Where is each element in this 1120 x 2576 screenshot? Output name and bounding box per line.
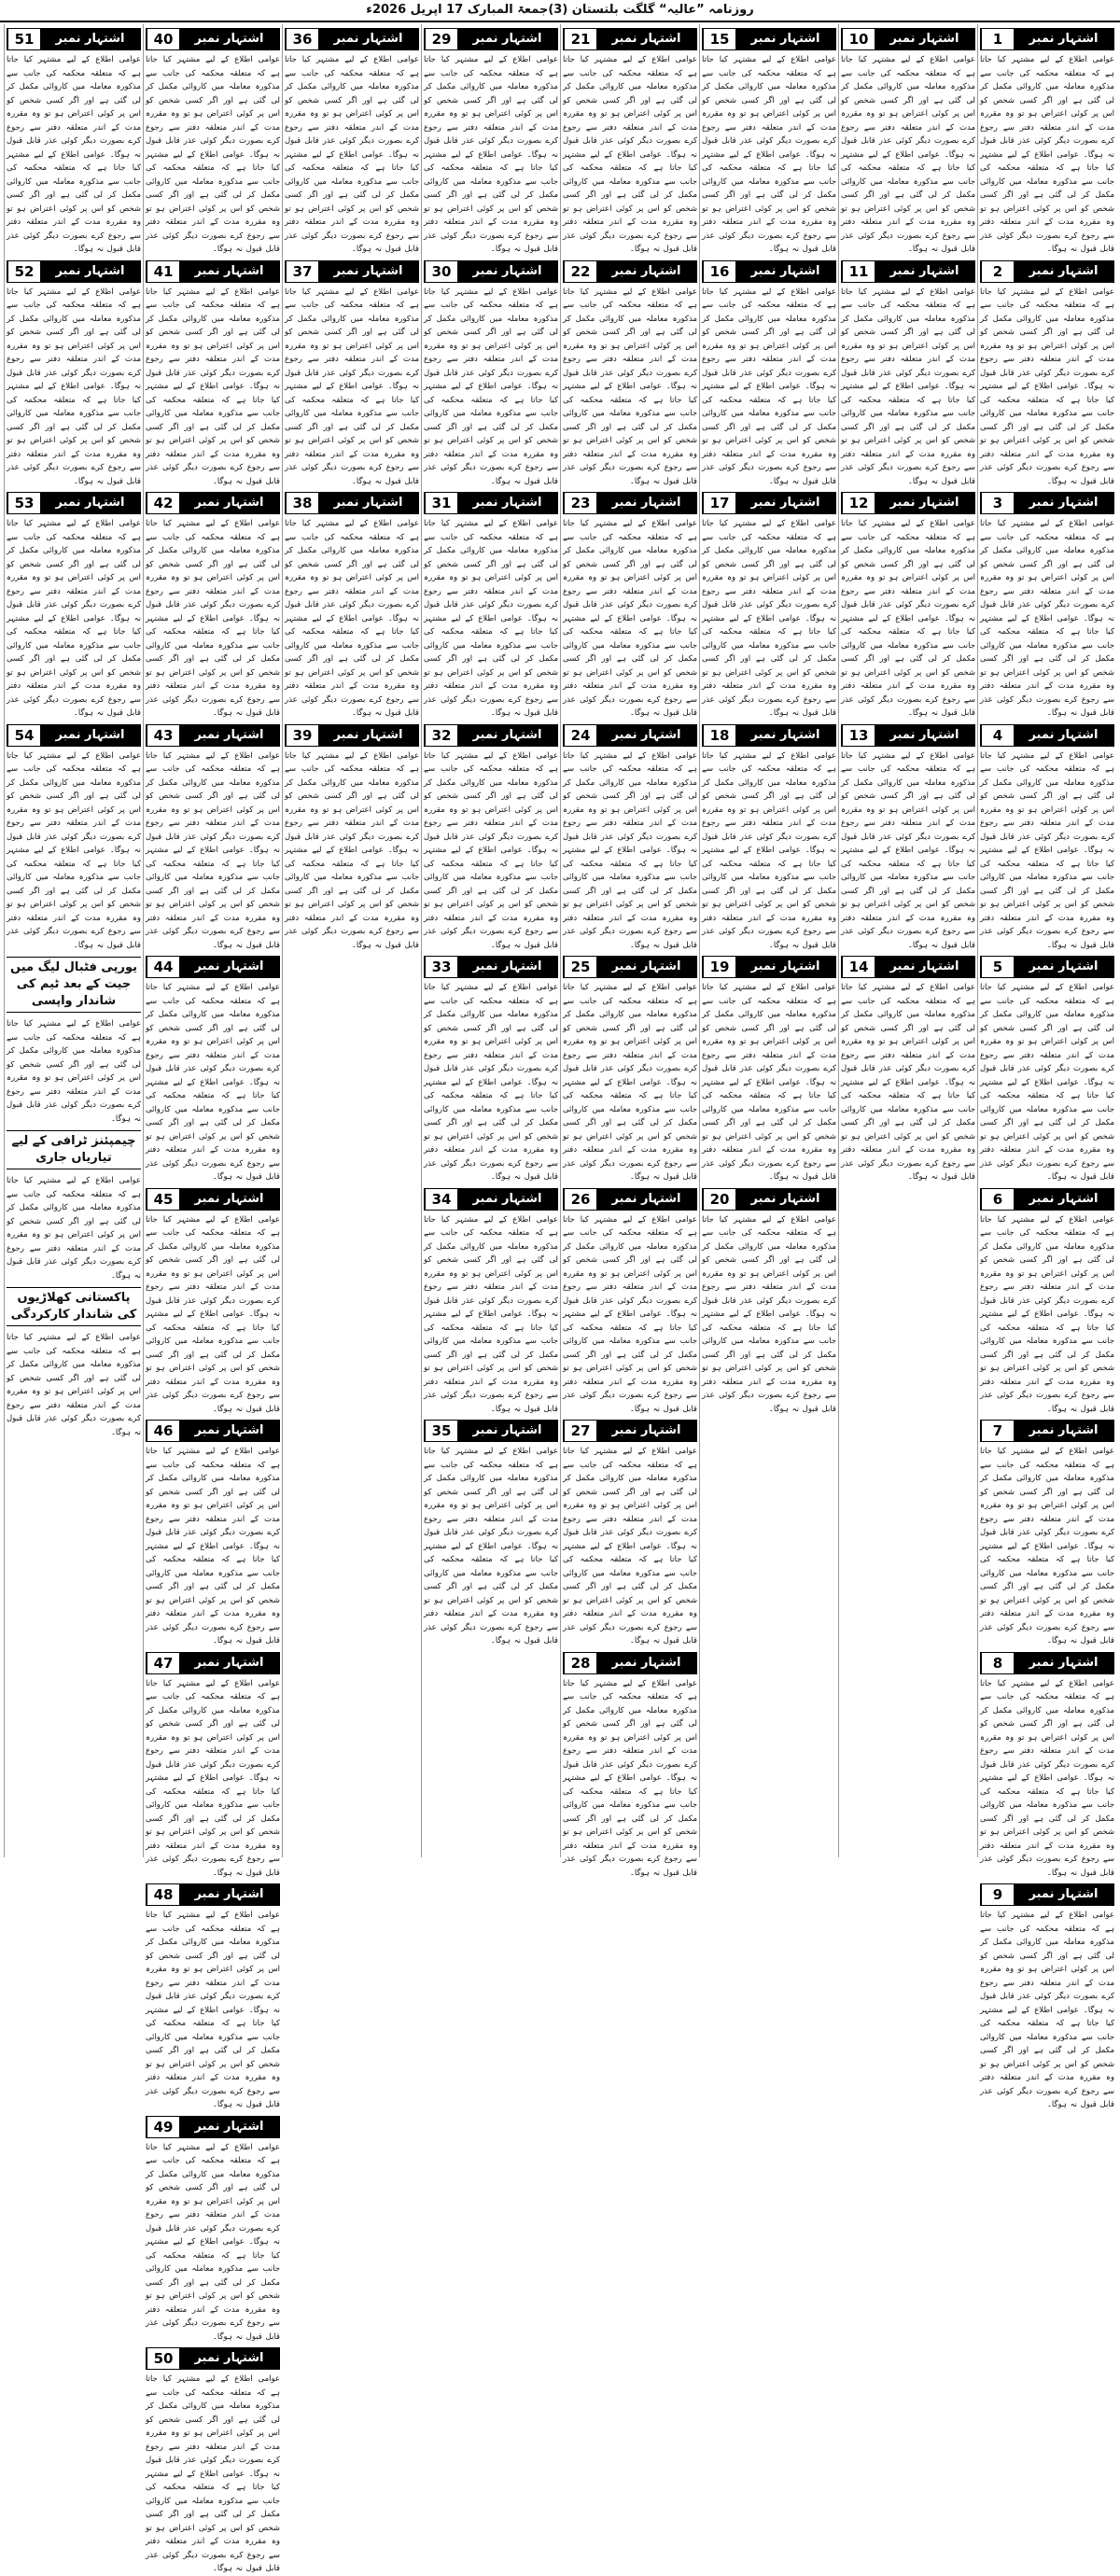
ad-label: اشتہار نمبر [596,1189,696,1210]
ad-number: 6 [981,1189,1014,1210]
ad-label: اشتہار نمبر [735,493,835,513]
ad-text: عوامی اطلاع کے لیے مشتہر کیا جاتا ہے کہ متعلقہ محکمہ کی جانب سے مذکورہ معاملہ میں کاروائی مکمل کر لی گئی ہے اور اگر کسی شخص کو اس پر کوئی اعتراض ہو تو وہ مقررہ مدت کے اندر متعلقہ دفتر سے رجوع کرے بصورت دیگر کوئی عذر قابل قبول نہ ہوگا۔ عوامی اطلاع کے لیے مشتہر کیا جاتا ہے کہ متعلقہ محکمہ کی جانب سے مذکورہ معاملہ میں کاروائی مکمل کر لی گئی ہے اور اگر کسی شخص کو اس پر کوئی اعتراض ہو تو وہ مقررہ مدت کے اندر متعلقہ دفتر سے رجوع کرے بصورت دیگر کوئی عذر قابل قبول نہ ہوگا۔ [424,983,558,1182]
ad-number: 15 [703,29,735,49]
ad-number-header [285,28,419,50]
ad-label: اشتہار نمبر [179,1189,279,1210]
ad-text: عوامی اطلاع کے لیے مشتہر کیا جاتا ہے کہ متعلقہ محکمہ کی جانب سے مذکورہ معاملہ میں کاروائی مکمل کر لی گئی ہے اور اگر کسی شخص کو اس پر کوئی اعتراض ہو تو وہ مقررہ مدت کے اندر متعلقہ دفتر سے رجوع کرے بصورت دیگر کوئی عذر قابل قبول نہ ہوگا۔ عوامی اطلاع کے لیے مشتہر کیا جاتا ہے کہ متعلقہ محکمہ کی جانب سے مذکورہ معاملہ میں کاروائی مکمل کر لی گئی ہے اور اگر کسی شخص کو اس پر کوئی اعتراض ہو تو وہ مقررہ مدت کے اندر متعلقہ دفتر سے رجوع کرے بصورت دیگر کوئی عذر قابل قبول نہ ہوگا۔ [285,519,419,718]
ad-label: اشتہار نمبر [179,725,279,746]
ad-number-header [146,28,280,50]
ad-text: عوامی اطلاع کے لیے مشتہر کیا جاتا ہے کہ متعلقہ محکمہ کی جانب سے مذکورہ معاملہ میں کاروائی مکمل کر لی گئی ہے اور اگر کسی شخص کو اس پر کوئی اعتراض ہو تو وہ مقررہ مدت کے اندر متعلقہ دفتر سے رجوع کرے بصورت دیگر کوئی عذر قابل قبول نہ ہوگا۔ عوامی اطلاع کے لیے مشتہر کیا جاتا ہے کہ متعلقہ محکمہ کی جانب سے مذکورہ معاملہ میں کاروائی مکمل کر لی گئی ہے اور اگر کسی شخص کو اس پر کوئی اعتراض ہو تو وہ مقررہ مدت کے اندر متعلقہ دفتر سے رجوع کرے بصورت دیگر کوئی عذر قابل قبول نہ ہوگا۔ [980,1678,1114,1878]
ad-number-header [7,724,141,747]
ad-text: عوامی اطلاع کے لیے مشتہر کیا جاتا ہے کہ متعلقہ محکمہ کی جانب سے مذکورہ معاملہ میں کاروائی مکمل کر لی گئی ہے اور اگر کسی شخص کو اس پر کوئی اعتراض ہو تو وہ مقررہ مدت کے اندر متعلقہ دفتر سے رجوع کرے بصورت دیگر کوئی عذر قابل قبول نہ ہوگا۔ عوامی اطلاع کے لیے مشتہر کیا جاتا ہے کہ متعلقہ محکمہ کی جانب سے مذکورہ معاملہ میں کاروائی مکمل کر لی گئی ہے اور اگر کسی شخص کو اس پر کوئی اعتراض ہو تو وہ مقررہ مدت کے اندر متعلقہ دفتر سے رجوع کرے بصورت دیگر کوئی عذر قابل قبول نہ ہوگا۔ [841,519,975,718]
ad-number: 17 [703,493,735,513]
ad-number: 18 [703,725,735,746]
ad-number-header [146,1883,280,1906]
ad-number-header [980,1652,1114,1674]
ad-number-header [285,724,419,747]
ad-label: اشتہار نمبر [596,261,696,282]
ad-number: 49 [147,2117,179,2137]
ad-label: اشتہار نمبر [1014,725,1113,746]
column [143,24,282,2573]
ad-text: عوامی اطلاع کے لیے مشتہر کیا جاتا ہے کہ متعلقہ محکمہ کی جانب سے مذکورہ معاملہ میں کاروائی مکمل کر لی گئی ہے اور اگر کسی شخص کو اس پر کوئی اعتراض ہو تو وہ مقررہ مدت کے اندر متعلقہ دفتر سے رجوع کرے بصورت دیگر کوئی عذر قابل قبول نہ ہوگا۔ عوامی اطلاع کے لیے مشتہر کیا جاتا ہے کہ متعلقہ محکمہ کی جانب سے مذکورہ معاملہ میں کاروائی مکمل کر لی گئی ہے اور اگر کسی شخص کو اس پر کوئی اعتراض ہو تو وہ مقررہ مدت کے اندر متعلقہ دفتر سے رجوع کرے بصورت دیگر کوئی عذر قابل قبول نہ ہوگا۔ [980,1447,1114,1645]
column [282,24,421,1857]
ad-label: اشتہار نمبر [457,957,557,977]
ad-label: اشتہار نمبر [875,957,974,977]
ad-label: اشتہار نمبر [875,261,974,282]
ad-label: اشتہار نمبر [1014,957,1113,977]
ad-number-header [7,260,141,283]
ad-label: اشتہار نمبر [179,1421,279,1441]
ad-number-header [980,1420,1114,1442]
ad-text: عوامی اطلاع کے لیے مشتہر کیا جاتا ہے کہ متعلقہ محکمہ کی جانب سے مذکورہ معاملہ میں کاروائی مکمل کر لی گئی ہے اور اگر کسی شخص کو اس پر کوئی اعتراض ہو تو وہ مقررہ مدت کے اندر متعلقہ دفتر سے رجوع کرے بصورت دیگر کوئی عذر قابل قبول نہ ہوگا۔ عوامی اطلاع کے لیے مشتہر کیا جاتا ہے کہ متعلقہ محکمہ کی جانب سے مذکورہ معاملہ میں کاروائی مکمل کر لی گئی ہے اور اگر کسی شخص کو اس پر کوئی اعتراض ہو تو وہ مقررہ مدت کے اندر متعلقہ دفتر سے رجوع کرے بصورت دیگر کوئی عذر قابل قبول نہ ہوگا۔ [7,287,141,486]
ad-number-header [424,1420,558,1442]
ad-number-header [146,1420,280,1442]
ad-number-header [702,492,836,514]
ad-text: عوامی اطلاع کے لیے مشتہر کیا جاتا ہے کہ متعلقہ محکمہ کی جانب سے مذکورہ معاملہ میں کاروائی مکمل کر لی گئی ہے اور اگر کسی شخص کو اس پر کوئی اعتراض ہو تو وہ مقررہ مدت کے اندر متعلقہ دفتر سے رجوع کرے بصورت دیگر کوئی عذر قابل قبول نہ ہوگا۔ عوامی اطلاع کے لیے مشتہر کیا جاتا ہے کہ متعلقہ محکمہ کی جانب سے مذکورہ معاملہ میں کاروائی مکمل کر لی گئی ہے اور اگر کسی شخص کو اس پر کوئی اعتراض ہو تو وہ مقررہ مدت کے اندر متعلقہ دفتر سے رجوع کرے بصورت دیگر کوئی عذر قابل قبول نہ ہوگا۔ [424,1447,558,1645]
ad-number: 54 [7,725,40,746]
ad-number-header [563,956,697,978]
ad-text: عوامی اطلاع کے لیے مشتہر کیا جاتا ہے کہ متعلقہ محکمہ کی جانب سے مذکورہ معاملہ میں کاروائی مکمل کر لی گئی ہے اور اگر کسی شخص کو اس پر کوئی اعتراض ہو تو وہ مقررہ مدت کے اندر متعلقہ دفتر سے رجوع کرے بصورت دیگر کوئی عذر قابل قبول نہ ہوگا۔ عوامی اطلاع کے لیے مشتہر کیا جاتا ہے کہ متعلقہ محکمہ کی جانب سے مذکورہ معاملہ میں کاروائی مکمل کر لی گئی ہے اور اگر کسی شخص کو اس پر کوئی اعتراض ہو تو وہ مقررہ مدت کے اندر متعلقہ دفتر سے رجوع کرے بصورت دیگر کوئی عذر قابل قبول نہ ہوگا۔ [563,287,697,486]
ad-number: 22 [564,261,596,282]
ad-number: 51 [7,29,40,49]
ad-text: عوامی اطلاع کے لیے مشتہر کیا جاتا ہے کہ متعلقہ محکمہ کی جانب سے مذکورہ معاملہ میں کاروائی مکمل کر لی گئی ہے اور اگر کسی شخص کو اس پر کوئی اعتراض ہو تو وہ مقررہ مدت کے اندر متعلقہ دفتر سے رجوع کرے بصورت دیگر کوئی عذر قابل قبول نہ ہوگا۔ عوامی اطلاع کے لیے مشتہر کیا جاتا ہے کہ متعلقہ محکمہ کی جانب سے مذکورہ معاملہ میں کاروائی مکمل کر لی گئی ہے اور اگر کسی شخص کو اس پر کوئی اعتراض ہو تو وہ مقررہ مدت کے اندر متعلقہ دفتر سے رجوع کرے بصورت دیگر کوئی عذر قابل قبول نہ ہوگا۔ [563,750,697,950]
ad-text: عوامی اطلاع کے لیے مشتہر کیا جاتا ہے کہ متعلقہ محکمہ کی جانب سے مذکورہ معاملہ میں کاروائی مکمل کر لی گئی ہے اور اگر کسی شخص کو اس پر کوئی اعتراض ہو تو وہ مقررہ مدت کے اندر متعلقہ دفتر سے رجوع کرے بصورت دیگر کوئی عذر قابل قبول نہ ہوگا۔ عوامی اطلاع کے لیے مشتہر کیا جاتا ہے کہ متعلقہ محکمہ کی جانب سے مذکورہ معاملہ میں کاروائی مکمل کر لی گئی ہے اور اگر کسی شخص کو اس پر کوئی اعتراض ہو تو وہ مقررہ مدت کے اندر متعلقہ دفتر سے رجوع کرے بصورت دیگر کوئی عذر قابل قبول نہ ہوگا۔ [424,55,558,254]
ad-number: 4 [981,725,1014,746]
ad-number: 47 [147,1653,179,1673]
ad-text: عوامی اطلاع کے لیے مشتہر کیا جاتا ہے کہ متعلقہ محکمہ کی جانب سے مذکورہ معاملہ میں کاروائی مکمل کر لی گئی ہے اور اگر کسی شخص کو اس پر کوئی اعتراض ہو تو وہ مقررہ مدت کے اندر متعلقہ دفتر سے رجوع کرے بصورت دیگر کوئی عذر قابل قبول نہ ہوگا۔ عوامی اطلاع کے لیے مشتہر کیا جاتا ہے کہ متعلقہ محکمہ کی جانب سے مذکورہ معاملہ میں کاروائی مکمل کر لی گئی ہے اور اگر کسی شخص کو اس پر کوئی اعتراض ہو تو وہ مقررہ مدت کے اندر متعلقہ دفتر سے رجوع کرے بصورت دیگر کوئی عذر قابل قبول نہ ہوگا۔ [702,1214,836,1414]
ad-number: 21 [564,29,596,49]
ad-number-header [980,1188,1114,1211]
ad-number-header [424,492,558,514]
ad-number-header [563,28,697,50]
ad-label: اشتہار نمبر [40,29,140,49]
ad-number-header [980,260,1114,283]
ad-text: عوامی اطلاع کے لیے مشتہر کیا جاتا ہے کہ متعلقہ محکمہ کی جانب سے مذکورہ معاملہ میں کاروائی مکمل کر لی گئی ہے اور اگر کسی شخص کو اس پر کوئی اعتراض ہو تو وہ مقررہ مدت کے اندر متعلقہ دفتر سے رجوع کرے بصورت دیگر کوئی عذر قابل قبول نہ ہوگا۔ عوامی اطلاع کے لیے مشتہر کیا جاتا ہے کہ متعلقہ محکمہ کی جانب سے مذکورہ معاملہ میں کاروائی مکمل کر لی گئی ہے اور اگر کسی شخص کو اس پر کوئی اعتراض ہو تو وہ مقررہ مدت کے اندر متعلقہ دفتر سے رجوع کرے بصورت دیگر کوئی عذر قابل قبول نہ ہوگا۔ [841,55,975,254]
ad-label: اشتہار نمبر [1014,493,1113,513]
ad-number: 43 [147,725,179,746]
ad-text: عوامی اطلاع کے لیے مشتہر کیا جاتا ہے کہ متعلقہ محکمہ کی جانب سے مذکورہ معاملہ میں کاروائی مکمل کر لی گئی ہے اور اگر کسی شخص کو اس پر کوئی اعتراض ہو تو وہ مقررہ مدت کے اندر متعلقہ دفتر سے رجوع کرے بصورت دیگر کوئی عذر قابل قبول نہ ہوگا۔ عوامی اطلاع کے لیے مشتہر کیا جاتا ہے کہ متعلقہ محکمہ کی جانب سے مذکورہ معاملہ میں کاروائی مکمل کر لی گئی ہے اور اگر کسی شخص کو اس پر کوئی اعتراض ہو تو وہ مقررہ مدت کے اندر متعلقہ دفتر سے رجوع کرے بصورت دیگر کوئی عذر قابل قبول نہ ہوگا۔ [841,287,975,486]
ad-number: 31 [425,493,457,513]
news-text: عوامی اطلاع کے لیے مشتہر کیا جاتا ہے کہ متعلقہ محکمہ کی جانب سے مذکورہ معاملہ میں کاروائی مکمل کر لی گئی ہے اور اگر کسی شخص کو اس پر کوئی اعتراض ہو تو وہ مقررہ مدت کے اندر متعلقہ دفتر سے رجوع کرے بصورت دیگر کوئی عذر قابل قبول نہ ہوگا۔ [7,1176,141,1281]
ad-number: 11 [842,261,875,282]
ad-number-header [841,724,975,747]
sports-headline: یورپی فٹبال لیگ میں جیت کے بعد ٹیم کی شاندار واپسی [7,957,141,1013]
ad-text: عوامی اطلاع کے لیے مشتہر کیا جاتا ہے کہ متعلقہ محکمہ کی جانب سے مذکورہ معاملہ میں کاروائی مکمل کر لی گئی ہے اور اگر کسی شخص کو اس پر کوئی اعتراض ہو تو وہ مقررہ مدت کے اندر متعلقہ دفتر سے رجوع کرے بصورت دیگر کوئی عذر قابل قبول نہ ہوگا۔ عوامی اطلاع کے لیے مشتہر کیا جاتا ہے کہ متعلقہ محکمہ کی جانب سے مذکورہ معاملہ میں کاروائی مکمل کر لی گئی ہے اور اگر کسی شخص کو اس پر کوئی اعتراض ہو تو وہ مقررہ مدت کے اندر متعلقہ دفتر سے رجوع کرے بصورت دیگر کوئی عذر قابل قبول نہ ہوگا۔ [563,1447,697,1645]
ad-label: اشتہار نمبر [179,1653,279,1673]
ad-label: اشتہار نمبر [1014,261,1113,282]
ad-number: 28 [564,1653,596,1673]
column [560,24,699,1878]
ad-number-header [146,956,280,978]
ad-number-header [841,260,975,283]
ad-text: عوامی اطلاع کے لیے مشتہر کیا جاتا ہے کہ متعلقہ محکمہ کی جانب سے مذکورہ معاملہ میں کاروائی مکمل کر لی گئی ہے اور اگر کسی شخص کو اس پر کوئی اعتراض ہو تو وہ مقررہ مدت کے اندر متعلقہ دفتر سے رجوع کرے بصورت دیگر کوئی عذر قابل قبول نہ ہوگا۔ عوامی اطلاع کے لیے مشتہر کیا جاتا ہے کہ متعلقہ محکمہ کی جانب سے مذکورہ معاملہ میں کاروائی مکمل کر لی گئی ہے اور اگر کسی شخص کو اس پر کوئی اعتراض ہو تو وہ مقررہ مدت کے اندر متعلقہ دفتر سے رجوع کرے بصورت دیگر کوئی عذر قابل قبول نہ ہوگا۔ [146,2374,280,2573]
ad-number-header [285,492,419,514]
ad-number: 19 [703,957,735,977]
ad-number-header [702,28,836,50]
ad-text: عوامی اطلاع کے لیے مشتہر کیا جاتا ہے کہ متعلقہ محکمہ کی جانب سے مذکورہ معاملہ میں کاروائی مکمل کر لی گئی ہے اور اگر کسی شخص کو اس پر کوئی اعتراض ہو تو وہ مقررہ مدت کے اندر متعلقہ دفتر سے رجوع کرے بصورت دیگر کوئی عذر قابل قبول نہ ہوگا۔ عوامی اطلاع کے لیے مشتہر کیا جاتا ہے کہ متعلقہ محکمہ کی جانب سے مذکورہ معاملہ میں کاروائی مکمل کر لی گئی ہے اور اگر کسی شخص کو اس پر کوئی اعتراض ہو تو وہ مقررہ مدت کے اندر متعلقہ دفتر سے رجوع کرے بصورت دیگر کوئی عذر قابل قبول نہ ہوگا۔ [146,1214,280,1414]
ad-text: عوامی اطلاع کے لیے مشتہر کیا جاتا ہے کہ متعلقہ محکمہ کی جانب سے مذکورہ معاملہ میں کاروائی مکمل کر لی گئی ہے اور اگر کسی شخص کو اس پر کوئی اعتراض ہو تو وہ مقررہ مدت کے اندر متعلقہ دفتر سے رجوع کرے بصورت دیگر کوئی عذر قابل قبول نہ ہوگا۔ عوامی اطلاع کے لیے مشتہر کیا جاتا ہے کہ متعلقہ محکمہ کی جانب سے مذکورہ معاملہ میں کاروائی مکمل کر لی گئی ہے اور اگر کسی شخص کو اس پر کوئی اعتراض ہو تو وہ مقررہ مدت کے اندر متعلقہ دفتر سے رجوع کرے بصورت دیگر کوئی عذر قابل قبول نہ ہوگا۔ [424,519,558,718]
ad-number-header [980,724,1114,747]
ad-label: اشتہار نمبر [179,1884,279,1905]
ad-text: عوامی اطلاع کے لیے مشتہر کیا جاتا ہے کہ متعلقہ محکمہ کی جانب سے مذکورہ معاملہ میں کاروائی مکمل کر لی گئی ہے اور اگر کسی شخص کو اس پر کوئی اعتراض ہو تو وہ مقررہ مدت کے اندر متعلقہ دفتر سے رجوع کرے بصورت دیگر کوئی عذر قابل قبول نہ ہوگا۔ عوامی اطلاع کے لیے مشتہر کیا جاتا ہے کہ متعلقہ محکمہ کی جانب سے مذکورہ معاملہ میں کاروائی مکمل کر لی گئی ہے اور اگر کسی شخص کو اس پر کوئی اعتراض ہو تو وہ مقررہ مدت کے اندر متعلقہ دفتر سے رجوع کرے بصورت دیگر کوئی عذر قابل قبول نہ ہوگا۔ [980,287,1114,486]
ad-number: 24 [564,725,596,746]
news-text: عوامی اطلاع کے لیے مشتہر کیا جاتا ہے کہ متعلقہ محکمہ کی جانب سے مذکورہ معاملہ میں کاروائی مکمل کر لی گئی ہے اور اگر کسی شخص کو اس پر کوئی اعتراض ہو تو وہ مقررہ مدت کے اندر متعلقہ دفتر سے رجوع کرے بصورت دیگر کوئی عذر قابل قبول نہ ہوگا۔ [7,1333,141,1437]
ad-label: اشتہار نمبر [596,29,696,49]
ad-number: 42 [147,493,179,513]
ad-number: 3 [981,493,1014,513]
ad-label: اشتہار نمبر [1014,1884,1113,1905]
ad-number-header [424,260,558,283]
ad-number-header [980,1883,1114,1906]
ad-text: عوامی اطلاع کے لیے مشتہر کیا جاتا ہے کہ متعلقہ محکمہ کی جانب سے مذکورہ معاملہ میں کاروائی مکمل کر لی گئی ہے اور اگر کسی شخص کو اس پر کوئی اعتراض ہو تو وہ مقررہ مدت کے اندر متعلقہ دفتر سے رجوع کرے بصورت دیگر کوئی عذر قابل قبول نہ ہوگا۔ عوامی اطلاع کے لیے مشتہر کیا جاتا ہے کہ متعلقہ محکمہ کی جانب سے مذکورہ معاملہ میں کاروائی مکمل کر لی گئی ہے اور اگر کسی شخص کو اس پر کوئی اعتراض ہو تو وہ مقررہ مدت کے اندر متعلقہ دفتر سے رجوع کرے بصورت دیگر کوئی عذر قابل قبول نہ ہوگا۔ [285,55,419,254]
ad-label: اشتہار نمبر [40,261,140,282]
ad-number-header [980,28,1114,50]
ad-number: 32 [425,725,457,746]
ad-number-header [146,724,280,747]
column [4,24,143,1857]
ad-label: اشتہار نمبر [318,725,418,746]
ad-text: عوامی اطلاع کے لیے مشتہر کیا جاتا ہے کہ متعلقہ محکمہ کی جانب سے مذکورہ معاملہ میں کاروائی مکمل کر لی گئی ہے اور اگر کسی شخص کو اس پر کوئی اعتراض ہو تو وہ مقررہ مدت کے اندر متعلقہ دفتر سے رجوع کرے بصورت دیگر کوئی عذر قابل قبول نہ ہوگا۔ عوامی اطلاع کے لیے مشتہر کیا جاتا ہے کہ متعلقہ محکمہ کی جانب سے مذکورہ معاملہ میں کاروائی مکمل کر لی گئی ہے اور اگر کسی شخص کو اس پر کوئی اعتراض ہو تو وہ مقررہ مدت کے اندر متعلقہ دفتر سے رجوع کرے بصورت دیگر کوئی عذر قابل قبول نہ ہوگا۔ [702,519,836,718]
ad-label: اشتہار نمبر [875,29,974,49]
ad-text: عوامی اطلاع کے لیے مشتہر کیا جاتا ہے کہ متعلقہ محکمہ کی جانب سے مذکورہ معاملہ میں کاروائی مکمل کر لی گئی ہے اور اگر کسی شخص کو اس پر کوئی اعتراض ہو تو وہ مقررہ مدت کے اندر متعلقہ دفتر سے رجوع کرے بصورت دیگر کوئی عذر قابل قبول نہ ہوگا۔ عوامی اطلاع کے لیے مشتہر کیا جاتا ہے کہ متعلقہ محکمہ کی جانب سے مذکورہ معاملہ میں کاروائی مکمل کر لی گئی ہے اور اگر کسی شخص کو اس پر کوئی اعتراض ہو تو وہ مقررہ مدت کے اندر متعلقہ دفتر سے رجوع کرے بصورت دیگر کوئی عذر قابل قبول نہ ہوگا۔ [7,55,141,254]
ad-number: 16 [703,261,735,282]
ad-label: اشتہار نمبر [1014,1189,1113,1210]
sports-headline: پاکستانی کھلاڑیوں کی شاندار کارکردگی [7,1287,141,1326]
ad-text: عوامی اطلاع کے لیے مشتہر کیا جاتا ہے کہ متعلقہ محکمہ کی جانب سے مذکورہ معاملہ میں کاروائی مکمل کر لی گئی ہے اور اگر کسی شخص کو اس پر کوئی اعتراض ہو تو وہ مقررہ مدت کے اندر متعلقہ دفتر سے رجوع کرے بصورت دیگر کوئی عذر قابل قبول نہ ہوگا۔ عوامی اطلاع کے لیے مشتہر کیا جاتا ہے کہ متعلقہ محکمہ کی جانب سے مذکورہ معاملہ میں کاروائی مکمل کر لی گئی ہے اور اگر کسی شخص کو اس پر کوئی اعتراض ہو تو وہ مقررہ مدت کے اندر متعلقہ دفتر سے رجوع کرے بصورت دیگر کوئی عذر قابل قبول نہ ہوگا۔ [841,983,975,1182]
ad-number: 23 [564,493,596,513]
ad-text: عوامی اطلاع کے لیے مشتہر کیا جاتا ہے کہ متعلقہ محکمہ کی جانب سے مذکورہ معاملہ میں کاروائی مکمل کر لی گئی ہے اور اگر کسی شخص کو اس پر کوئی اعتراض ہو تو وہ مقررہ مدت کے اندر متعلقہ دفتر سے رجوع کرے بصورت دیگر کوئی عذر قابل قبول نہ ہوگا۔ عوامی اطلاع کے لیے مشتہر کیا جاتا ہے کہ متعلقہ محکمہ کی جانب سے مذکورہ معاملہ میں کاروائی مکمل کر لی گئی ہے اور اگر کسی شخص کو اس پر کوئی اعتراض ہو تو وہ مقررہ مدت کے اندر متعلقہ دفتر سے رجوع کرے بصورت دیگر کوئی عذر قابل قبول نہ ہوگا۔ [563,983,697,1182]
ad-number-header [980,492,1114,514]
ad-number-header [146,492,280,514]
ad-text: عوامی اطلاع کے لیے مشتہر کیا جاتا ہے کہ متعلقہ محکمہ کی جانب سے مذکورہ معاملہ میں کاروائی مکمل کر لی گئی ہے اور اگر کسی شخص کو اس پر کوئی اعتراض ہو تو وہ مقررہ مدت کے اندر متعلقہ دفتر سے رجوع کرے بصورت دیگر کوئی عذر قابل قبول نہ ہوگا۔ عوامی اطلاع کے لیے مشتہر کیا جاتا ہے کہ متعلقہ محکمہ کی جانب سے مذکورہ معاملہ میں کاروائی مکمل کر لی گئی ہے اور اگر کسی شخص کو اس پر کوئی اعتراض ہو تو وہ مقررہ مدت کے اندر متعلقہ دفتر سے رجوع کرے بصورت دیگر کوئی عذر قابل قبول نہ ہوگا۔ [146,1447,280,1645]
ad-number-header [7,492,141,514]
ad-number-header [563,492,697,514]
ad-text: عوامی اطلاع کے لیے مشتہر کیا جاتا ہے کہ متعلقہ محکمہ کی جانب سے مذکورہ معاملہ میں کاروائی مکمل کر لی گئی ہے اور اگر کسی شخص کو اس پر کوئی اعتراض ہو تو وہ مقررہ مدت کے اندر متعلقہ دفتر سے رجوع کرے بصورت دیگر کوئی عذر قابل قبول نہ ہوگا۔ عوامی اطلاع کے لیے مشتہر کیا جاتا ہے کہ متعلقہ محکمہ کی جانب سے مذکورہ معاملہ میں کاروائی مکمل کر لی گئی ہے اور اگر کسی شخص کو اس پر کوئی اعتراض ہو تو وہ مقررہ مدت کے اندر متعلقہ دفتر سے رجوع کرے بصورت دیگر کوئی عذر قابل قبول نہ ہوگا۔ [424,1214,558,1414]
ad-number-header [841,492,975,514]
ad-label: اشتہار نمبر [1014,1421,1113,1441]
ad-text: عوامی اطلاع کے لیے مشتہر کیا جاتا ہے کہ متعلقہ محکمہ کی جانب سے مذکورہ معاملہ میں کاروائی مکمل کر لی گئی ہے اور اگر کسی شخص کو اس پر کوئی اعتراض ہو تو وہ مقررہ مدت کے اندر متعلقہ دفتر سے رجوع کرے بصورت دیگر کوئی عذر قابل قبول نہ ہوگا۔ عوامی اطلاع کے لیے مشتہر کیا جاتا ہے کہ متعلقہ محکمہ کی جانب سے مذکورہ معاملہ میں کاروائی مکمل کر لی گئی ہے اور اگر کسی شخص کو اس پر کوئی اعتراض ہو تو وہ مقررہ مدت کے اندر متعلقہ دفتر سے رجوع کرے بصورت دیگر کوئی عذر قابل قبول نہ ہوگا۔ [702,55,836,254]
ad-number: 44 [147,957,179,977]
news-text: عوامی اطلاع کے لیے مشتہر کیا جاتا ہے کہ متعلقہ محکمہ کی جانب سے مذکورہ معاملہ میں کاروائی مکمل کر لی گئی ہے اور اگر کسی شخص کو اس پر کوئی اعتراض ہو تو وہ مقررہ مدت کے اندر متعلقہ دفتر سے رجوع کرے بصورت دیگر کوئی عذر قابل قبول نہ ہوگا۔ [7,1019,141,1124]
ad-text: عوامی اطلاع کے لیے مشتہر کیا جاتا ہے کہ متعلقہ محکمہ کی جانب سے مذکورہ معاملہ میں کاروائی مکمل کر لی گئی ہے اور اگر کسی شخص کو اس پر کوئی اعتراض ہو تو وہ مقررہ مدت کے اندر متعلقہ دفتر سے رجوع کرے بصورت دیگر کوئی عذر قابل قبول نہ ہوگا۔ عوامی اطلاع کے لیے مشتہر کیا جاتا ہے کہ متعلقہ محکمہ کی جانب سے مذکورہ معاملہ میں کاروائی مکمل کر لی گئی ہے اور اگر کسی شخص کو اس پر کوئی اعتراض ہو تو وہ مقررہ مدت کے اندر متعلقہ دفتر سے رجوع کرے بصورت دیگر کوئی عذر قابل قبول نہ ہوگا۔ [980,750,1114,950]
ad-number: 27 [564,1421,596,1441]
ad-number: 29 [425,29,457,49]
ad-label: اشتہار نمبر [179,493,279,513]
ad-number: 9 [981,1884,1014,1905]
ad-text: عوامی اطلاع کے لیے مشتہر کیا جاتا ہے کہ متعلقہ محکمہ کی جانب سے مذکورہ معاملہ میں کاروائی مکمل کر لی گئی ہے اور اگر کسی شخص کو اس پر کوئی اعتراض ہو تو وہ مقررہ مدت کے اندر متعلقہ دفتر سے رجوع کرے بصورت دیگر کوئی عذر قابل قبول نہ ہوگا۔ عوامی اطلاع کے لیے مشتہر کیا جاتا ہے کہ متعلقہ محکمہ کی جانب سے مذکورہ معاملہ میں کاروائی مکمل کر لی گئی ہے اور اگر کسی شخص کو اس پر کوئی اعتراض ہو تو وہ مقررہ مدت کے اندر متعلقہ دفتر سے رجوع کرے بصورت دیگر کوئی عذر قابل قبول نہ ہوگا۔ [146,1911,280,2109]
ad-number: 12 [842,493,875,513]
ad-number: 45 [147,1189,179,1210]
ad-label: اشتہار نمبر [318,261,418,282]
ad-number: 39 [286,725,318,746]
ad-text: عوامی اطلاع کے لیے مشتہر کیا جاتا ہے کہ متعلقہ محکمہ کی جانب سے مذکورہ معاملہ میں کاروائی مکمل کر لی گئی ہے اور اگر کسی شخص کو اس پر کوئی اعتراض ہو تو وہ مقررہ مدت کے اندر متعلقہ دفتر سے رجوع کرے بصورت دیگر کوئی عذر قابل قبول نہ ہوگا۔ عوامی اطلاع کے لیے مشتہر کیا جاتا ہے کہ متعلقہ محکمہ کی جانب سے مذکورہ معاملہ میں کاروائی مکمل کر لی گئی ہے اور اگر کسی شخص کو اس پر کوئی اعتراض ہو تو وہ مقررہ مدت کے اندر متعلقہ دفتر سے رجوع کرے بصورت دیگر کوئی عذر قابل قبول نہ ہوگا۔ [841,750,975,950]
ad-label: اشتہار نمبر [179,29,279,49]
ad-text: عوامی اطلاع کے لیے مشتہر کیا جاتا ہے کہ متعلقہ محکمہ کی جانب سے مذکورہ معاملہ میں کاروائی مکمل کر لی گئی ہے اور اگر کسی شخص کو اس پر کوئی اعتراض ہو تو وہ مقررہ مدت کے اندر متعلقہ دفتر سے رجوع کرے بصورت دیگر کوئی عذر قابل قبول نہ ہوگا۔ عوامی اطلاع کے لیے مشتہر کیا جاتا ہے کہ متعلقہ محکمہ کی جانب سے مذکورہ معاملہ میں کاروائی مکمل کر لی گئی ہے اور اگر کسی شخص کو اس پر کوئی اعتراض ہو تو وہ مقررہ مدت کے اندر متعلقہ دفتر سے رجوع کرے بصورت دیگر کوئی عذر قابل قبول نہ ہوگا۔ [7,519,141,718]
ad-label: اشتہار نمبر [1014,1653,1113,1673]
ad-number-header [285,260,419,283]
ad-text: عوامی اطلاع کے لیے مشتہر کیا جاتا ہے کہ متعلقہ محکمہ کی جانب سے مذکورہ معاملہ میں کاروائی مکمل کر لی گئی ہے اور اگر کسی شخص کو اس پر کوئی اعتراض ہو تو وہ مقررہ مدت کے اندر متعلقہ دفتر سے رجوع کرے بصورت دیگر کوئی عذر قابل قبول نہ ہوگا۔ عوامی اطلاع کے لیے مشتہر کیا جاتا ہے کہ متعلقہ محکمہ کی جانب سے مذکورہ معاملہ میں کاروائی مکمل کر لی گئی ہے اور اگر کسی شخص کو اس پر کوئی اعتراض ہو تو وہ مقررہ مدت کے اندر متعلقہ دفتر سے رجوع کرے بصورت دیگر کوئی عذر قابل قبول نہ ہوگا۔ [702,983,836,1182]
ad-number: 50 [147,2348,179,2369]
ad-text: عوامی اطلاع کے لیے مشتہر کیا جاتا ہے کہ متعلقہ محکمہ کی جانب سے مذکورہ معاملہ میں کاروائی مکمل کر لی گئی ہے اور اگر کسی شخص کو اس پر کوئی اعتراض ہو تو وہ مقررہ مدت کے اندر متعلقہ دفتر سے رجوع کرے بصورت دیگر کوئی عذر قابل قبول نہ ہوگا۔ عوامی اطلاع کے لیے مشتہر کیا جاتا ہے کہ متعلقہ محکمہ کی جانب سے مذکورہ معاملہ میں کاروائی مکمل کر لی گئی ہے اور اگر کسی شخص کو اس پر کوئی اعتراض ہو تو وہ مقررہ مدت کے اندر متعلقہ دفتر سے رجوع کرے بصورت دیگر کوئی عذر قابل قبول نہ ہوگا۔ [980,1214,1114,1414]
masthead: روزنامہ ”عالیہ“ گلگت بلتستان (3)جمعۃ المبارک 17 اپریل 2026ء [0,0,1120,22]
ad-number: 30 [425,261,457,282]
ad-number: 41 [147,261,179,282]
ad-label: اشتہار نمبر [457,493,557,513]
ad-label: اشتہار نمبر [179,957,279,977]
ad-number: 26 [564,1189,596,1210]
ad-text: عوامی اطلاع کے لیے مشتہر کیا جاتا ہے کہ متعلقہ محکمہ کی جانب سے مذکورہ معاملہ میں کاروائی مکمل کر لی گئی ہے اور اگر کسی شخص کو اس پر کوئی اعتراض ہو تو وہ مقررہ مدت کے اندر متعلقہ دفتر سے رجوع کرے بصورت دیگر کوئی عذر قابل قبول نہ ہوگا۔ عوامی اطلاع کے لیے مشتہر کیا جاتا ہے کہ متعلقہ محکمہ کی جانب سے مذکورہ معاملہ میں کاروائی مکمل کر لی گئی ہے اور اگر کسی شخص کو اس پر کوئی اعتراض ہو تو وہ مقررہ مدت کے اندر متعلقہ دفتر سے رجوع کرے بصورت دیگر کوئی عذر قابل قبول نہ ہوگا۔ [7,750,141,950]
ad-number: 46 [147,1421,179,1441]
column [838,24,977,1857]
ad-text: عوامی اطلاع کے لیے مشتہر کیا جاتا ہے کہ متعلقہ محکمہ کی جانب سے مذکورہ معاملہ میں کاروائی مکمل کر لی گئی ہے اور اگر کسی شخص کو اس پر کوئی اعتراض ہو تو وہ مقررہ مدت کے اندر متعلقہ دفتر سے رجوع کرے بصورت دیگر کوئی عذر قابل قبول نہ ہوگا۔ عوامی اطلاع کے لیے مشتہر کیا جاتا ہے کہ متعلقہ محکمہ کی جانب سے مذکورہ معاملہ میں کاروائی مکمل کر لی گئی ہے اور اگر کسی شخص کو اس پر کوئی اعتراض ہو تو وہ مقررہ مدت کے اندر متعلقہ دفتر سے رجوع کرے بصورت دیگر کوئی عذر قابل قبول نہ ہوگا۔ [285,750,419,950]
ad-number-header [146,2347,280,2370]
ad-number: 48 [147,1884,179,1905]
ad-text: عوامی اطلاع کے لیے مشتہر کیا جاتا ہے کہ متعلقہ محکمہ کی جانب سے مذکورہ معاملہ میں کاروائی مکمل کر لی گئی ہے اور اگر کسی شخص کو اس پر کوئی اعتراض ہو تو وہ مقررہ مدت کے اندر متعلقہ دفتر سے رجوع کرے بصورت دیگر کوئی عذر قابل قبول نہ ہوگا۔ عوامی اطلاع کے لیے مشتہر کیا جاتا ہے کہ متعلقہ محکمہ کی جانب سے مذکورہ معاملہ میں کاروائی مکمل کر لی گئی ہے اور اگر کسی شخص کو اس پر کوئی اعتراض ہو تو وہ مقررہ مدت کے اندر متعلقہ دفتر سے رجوع کرے بصورت دیگر کوئی عذر قابل قبول نہ ہوگا۔ [563,55,697,254]
ad-number: 25 [564,957,596,977]
ad-text: عوامی اطلاع کے لیے مشتہر کیا جاتا ہے کہ متعلقہ محکمہ کی جانب سے مذکورہ معاملہ میں کاروائی مکمل کر لی گئی ہے اور اگر کسی شخص کو اس پر کوئی اعتراض ہو تو وہ مقررہ مدت کے اندر متعلقہ دفتر سے رجوع کرے بصورت دیگر کوئی عذر قابل قبول نہ ہوگا۔ عوامی اطلاع کے لیے مشتہر کیا جاتا ہے کہ متعلقہ محکمہ کی جانب سے مذکورہ معاملہ میں کاروائی مکمل کر لی گئی ہے اور اگر کسی شخص کو اس پر کوئی اعتراض ہو تو وہ مقررہ مدت کے اندر متعلقہ دفتر سے رجوع کرے بصورت دیگر کوئی عذر قابل قبول نہ ہوگا۔ [702,750,836,950]
ad-label: اشتہار نمبر [596,1421,696,1441]
ad-text: عوامی اطلاع کے لیے مشتہر کیا جاتا ہے کہ متعلقہ محکمہ کی جانب سے مذکورہ معاملہ میں کاروائی مکمل کر لی گئی ہے اور اگر کسی شخص کو اس پر کوئی اعتراض ہو تو وہ مقررہ مدت کے اندر متعلقہ دفتر سے رجوع کرے بصورت دیگر کوئی عذر قابل قبول نہ ہوگا۔ عوامی اطلاع کے لیے مشتہر کیا جاتا ہے کہ متعلقہ محکمہ کی جانب سے مذکورہ معاملہ میں کاروائی مکمل کر لی گئی ہے اور اگر کسی شخص کو اس پر کوئی اعتراض ہو تو وہ مقررہ مدت کے اندر متعلقہ دفتر سے رجوع کرے بصورت دیگر کوئی عذر قابل قبول نہ ہوگا۔ [146,519,280,718]
ad-number: 38 [286,493,318,513]
ad-number: 52 [7,261,40,282]
ad-label: اشتہار نمبر [596,493,696,513]
ad-number-header [841,956,975,978]
ad-label: اشتہار نمبر [1014,29,1113,49]
ad-number: 5 [981,957,1014,977]
ad-text: عوامی اطلاع کے لیے مشتہر کیا جاتا ہے کہ متعلقہ محکمہ کی جانب سے مذکورہ معاملہ میں کاروائی مکمل کر لی گئی ہے اور اگر کسی شخص کو اس پر کوئی اعتراض ہو تو وہ مقررہ مدت کے اندر متعلقہ دفتر سے رجوع کرے بصورت دیگر کوئی عذر قابل قبول نہ ہوگا۔ عوامی اطلاع کے لیے مشتہر کیا جاتا ہے کہ متعلقہ محکمہ کی جانب سے مذکورہ معاملہ میں کاروائی مکمل کر لی گئی ہے اور اگر کسی شخص کو اس پر کوئی اعتراض ہو تو وہ مقررہ مدت کے اندر متعلقہ دفتر سے رجوع کرے بصورت دیگر کوئی عذر قابل قبول نہ ہوگا۔ [563,1678,697,1878]
ad-text: عوامی اطلاع کے لیے مشتہر کیا جاتا ہے کہ متعلقہ محکمہ کی جانب سے مذکورہ معاملہ میں کاروائی مکمل کر لی گئی ہے اور اگر کسی شخص کو اس پر کوئی اعتراض ہو تو وہ مقررہ مدت کے اندر متعلقہ دفتر سے رجوع کرے بصورت دیگر کوئی عذر قابل قبول نہ ہوگا۔ عوامی اطلاع کے لیے مشتہر کیا جاتا ہے کہ متعلقہ محکمہ کی جانب سے مذکورہ معاملہ میں کاروائی مکمل کر لی گئی ہے اور اگر کسی شخص کو اس پر کوئی اعتراض ہو تو وہ مقررہ مدت کے اندر متعلقہ دفتر سے رجوع کرے بصورت دیگر کوئی عذر قابل قبول نہ ہوگا۔ [146,750,280,950]
ad-text: عوامی اطلاع کے لیے مشتہر کیا جاتا ہے کہ متعلقہ محکمہ کی جانب سے مذکورہ معاملہ میں کاروائی مکمل کر لی گئی ہے اور اگر کسی شخص کو اس پر کوئی اعتراض ہو تو وہ مقررہ مدت کے اندر متعلقہ دفتر سے رجوع کرے بصورت دیگر کوئی عذر قابل قبول نہ ہوگا۔ عوامی اطلاع کے لیے مشتہر کیا جاتا ہے کہ متعلقہ محکمہ کی جانب سے مذکورہ معاملہ میں کاروائی مکمل کر لی گئی ہے اور اگر کسی شخص کو اس پر کوئی اعتراض ہو تو وہ مقررہ مدت کے اندر متعلقہ دفتر سے رجوع کرے بصورت دیگر کوئی عذر قابل قبول نہ ہوگا۔ [146,983,280,1182]
ad-text: عوامی اطلاع کے لیے مشتہر کیا جاتا ہے کہ متعلقہ محکمہ کی جانب سے مذکورہ معاملہ میں کاروائی مکمل کر لی گئی ہے اور اگر کسی شخص کو اس پر کوئی اعتراض ہو تو وہ مقررہ مدت کے اندر متعلقہ دفتر سے رجوع کرے بصورت دیگر کوئی عذر قابل قبول نہ ہوگا۔ عوامی اطلاع کے لیے مشتہر کیا جاتا ہے کہ متعلقہ محکمہ کی جانب سے مذکورہ معاملہ میں کاروائی مکمل کر لی گئی ہے اور اگر کسی شخص کو اس پر کوئی اعتراض ہو تو وہ مقررہ مدت کے اندر متعلقہ دفتر سے رجوع کرے بصورت دیگر کوئی عذر قابل قبول نہ ہوگا۔ [424,750,558,950]
ad-label: اشتہار نمبر [318,493,418,513]
ad-number-header [424,28,558,50]
ad-label: اشتہار نمبر [735,725,835,746]
ad-label: اشتہار نمبر [596,1653,696,1673]
column [977,24,1116,2109]
ad-number-header [424,956,558,978]
ad-number-header [702,260,836,283]
ad-label: اشتہار نمبر [735,1189,835,1210]
ad-number: 37 [286,261,318,282]
ad-text: عوامی اطلاع کے لیے مشتہر کیا جاتا ہے کہ متعلقہ محکمہ کی جانب سے مذکورہ معاملہ میں کاروائی مکمل کر لی گئی ہے اور اگر کسی شخص کو اس پر کوئی اعتراض ہو تو وہ مقررہ مدت کے اندر متعلقہ دفتر سے رجوع کرے بصورت دیگر کوئی عذر قابل قبول نہ ہوگا۔ عوامی اطلاع کے لیے مشتہر کیا جاتا ہے کہ متعلقہ محکمہ کی جانب سے مذکورہ معاملہ میں کاروائی مکمل کر لی گئی ہے اور اگر کسی شخص کو اس پر کوئی اعتراض ہو تو وہ مقررہ مدت کے اندر متعلقہ دفتر سے رجوع کرے بصورت دیگر کوئی عذر قابل قبول نہ ہوگا۔ [146,55,280,254]
ad-label: اشتہار نمبر [457,1189,557,1210]
ad-number: 20 [703,1189,735,1210]
ad-number: 1 [981,29,1014,49]
ad-text: عوامی اطلاع کے لیے مشتہر کیا جاتا ہے کہ متعلقہ محکمہ کی جانب سے مذکورہ معاملہ میں کاروائی مکمل کر لی گئی ہے اور اگر کسی شخص کو اس پر کوئی اعتراض ہو تو وہ مقررہ مدت کے اندر متعلقہ دفتر سے رجوع کرے بصورت دیگر کوئی عذر قابل قبول نہ ہوگا۔ عوامی اطلاع کے لیے مشتہر کیا جاتا ہے کہ متعلقہ محکمہ کی جانب سے مذکورہ معاملہ میں کاروائی مکمل کر لی گئی ہے اور اگر کسی شخص کو اس پر کوئی اعتراض ہو تو وہ مقررہ مدت کے اندر متعلقہ دفتر سے رجوع کرے بصورت دیگر کوئی عذر قابل قبول نہ ہوگا۔ [424,287,558,486]
ad-number: 35 [425,1421,457,1441]
ad-label: اشتہار نمبر [596,725,696,746]
ad-label: اشتہار نمبر [179,261,279,282]
ad-text: عوامی اطلاع کے لیے مشتہر کیا جاتا ہے کہ متعلقہ محکمہ کی جانب سے مذکورہ معاملہ میں کاروائی مکمل کر لی گئی ہے اور اگر کسی شخص کو اس پر کوئی اعتراض ہو تو وہ مقررہ مدت کے اندر متعلقہ دفتر سے رجوع کرے بصورت دیگر کوئی عذر قابل قبول نہ ہوگا۔ عوامی اطلاع کے لیے مشتہر کیا جاتا ہے کہ متعلقہ محکمہ کی جانب سے مذکورہ معاملہ میں کاروائی مکمل کر لی گئی ہے اور اگر کسی شخص کو اس پر کوئی اعتراض ہو تو وہ مقررہ مدت کے اندر متعلقہ دفتر سے رجوع کرے بصورت دیگر کوئی عذر قابل قبول نہ ہوگا۔ [980,1911,1114,2109]
ad-number: 13 [842,725,875,746]
ad-text: عوامی اطلاع کے لیے مشتہر کیا جاتا ہے کہ متعلقہ محکمہ کی جانب سے مذکورہ معاملہ میں کاروائی مکمل کر لی گئی ہے اور اگر کسی شخص کو اس پر کوئی اعتراض ہو تو وہ مقررہ مدت کے اندر متعلقہ دفتر سے رجوع کرے بصورت دیگر کوئی عذر قابل قبول نہ ہوگا۔ عوامی اطلاع کے لیے مشتہر کیا جاتا ہے کہ متعلقہ محکمہ کی جانب سے مذکورہ معاملہ میں کاروائی مکمل کر لی گئی ہے اور اگر کسی شخص کو اس پر کوئی اعتراض ہو تو وہ مقررہ مدت کے اندر متعلقہ دفتر سے رجوع کرے بصورت دیگر کوئی عذر قابل قبول نہ ہوگا۔ [563,1214,697,1414]
ad-number: 36 [286,29,318,49]
ad-text: عوامی اطلاع کے لیے مشتہر کیا جاتا ہے کہ متعلقہ محکمہ کی جانب سے مذکورہ معاملہ میں کاروائی مکمل کر لی گئی ہے اور اگر کسی شخص کو اس پر کوئی اعتراض ہو تو وہ مقررہ مدت کے اندر متعلقہ دفتر سے رجوع کرے بصورت دیگر کوئی عذر قابل قبول نہ ہوگا۔ عوامی اطلاع کے لیے مشتہر کیا جاتا ہے کہ متعلقہ محکمہ کی جانب سے مذکورہ معاملہ میں کاروائی مکمل کر لی گئی ہے اور اگر کسی شخص کو اس پر کوئی اعتراض ہو تو وہ مقررہ مدت کے اندر متعلقہ دفتر سے رجوع کرے بصورت دیگر کوئی عذر قابل قبول نہ ہوگا۔ [980,519,1114,718]
column [699,24,838,1857]
ad-number: 34 [425,1189,457,1210]
ad-number-header [146,260,280,283]
ad-text: عوامی اطلاع کے لیے مشتہر کیا جاتا ہے کہ متعلقہ محکمہ کی جانب سے مذکورہ معاملہ میں کاروائی مکمل کر لی گئی ہے اور اگر کسی شخص کو اس پر کوئی اعتراض ہو تو وہ مقررہ مدت کے اندر متعلقہ دفتر سے رجوع کرے بصورت دیگر کوئی عذر قابل قبول نہ ہوگا۔ عوامی اطلاع کے لیے مشتہر کیا جاتا ہے کہ متعلقہ محکمہ کی جانب سے مذکورہ معاملہ میں کاروائی مکمل کر لی گئی ہے اور اگر کسی شخص کو اس پر کوئی اعتراض ہو تو وہ مقررہ مدت کے اندر متعلقہ دفتر سے رجوع کرے بصورت دیگر کوئی عذر قابل قبول نہ ہوگا۔ [146,287,280,486]
ad-text: عوامی اطلاع کے لیے مشتہر کیا جاتا ہے کہ متعلقہ محکمہ کی جانب سے مذکورہ معاملہ میں کاروائی مکمل کر لی گئی ہے اور اگر کسی شخص کو اس پر کوئی اعتراض ہو تو وہ مقررہ مدت کے اندر متعلقہ دفتر سے رجوع کرے بصورت دیگر کوئی عذر قابل قبول نہ ہوگا۔ عوامی اطلاع کے لیے مشتہر کیا جاتا ہے کہ متعلقہ محکمہ کی جانب سے مذکورہ معاملہ میں کاروائی مکمل کر لی گئی ہے اور اگر کسی شخص کو اس پر کوئی اعتراض ہو تو وہ مقررہ مدت کے اندر متعلقہ دفتر سے رجوع کرے بصورت دیگر کوئی عذر قابل قبول نہ ہوگا۔ [563,519,697,718]
ad-number: 8 [981,1653,1014,1673]
ad-number-header [563,1420,697,1442]
ad-text: عوامی اطلاع کے لیے مشتہر کیا جاتا ہے کہ متعلقہ محکمہ کی جانب سے مذکورہ معاملہ میں کاروائی مکمل کر لی گئی ہے اور اگر کسی شخص کو اس پر کوئی اعتراض ہو تو وہ مقررہ مدت کے اندر متعلقہ دفتر سے رجوع کرے بصورت دیگر کوئی عذر قابل قبول نہ ہوگا۔ عوامی اطلاع کے لیے مشتہر کیا جاتا ہے کہ متعلقہ محکمہ کی جانب سے مذکورہ معاملہ میں کاروائی مکمل کر لی گئی ہے اور اگر کسی شخص کو اس پر کوئی اعتراض ہو تو وہ مقررہ مدت کے اندر متعلقہ دفتر سے رجوع کرے بصورت دیگر کوئی عذر قابل قبول نہ ہوگا۔ [702,287,836,486]
ad-number-header [7,28,141,50]
ad-number-header [563,724,697,747]
ad-number-header [980,956,1114,978]
sports-headline: چیمپئنز ٹرافی کے لیے تیاریاں جاری [7,1130,141,1169]
ad-number-header [146,1652,280,1674]
ad-number-header [841,28,975,50]
ad-number: 2 [981,261,1014,282]
ad-number: 53 [7,493,40,513]
ad-number-header [563,260,697,283]
ad-number-header [424,1188,558,1211]
ad-number-header [146,1188,280,1211]
ad-label: اشتہار نمبر [318,29,418,49]
ad-label: اشتہار نمبر [735,29,835,49]
ad-label: اشتہار نمبر [875,493,974,513]
ad-number-header [702,1188,836,1211]
ad-number-header [146,2116,280,2138]
ad-number: 7 [981,1421,1014,1441]
ad-label: اشتہار نمبر [735,957,835,977]
ad-label: اشتہار نمبر [40,725,140,746]
ad-label: اشتہار نمبر [179,2348,279,2369]
ad-label: اشتہار نمبر [596,957,696,977]
ad-number-header [563,1188,697,1211]
columns [4,24,1116,2573]
ad-number-header [424,724,558,747]
ad-number-header [702,956,836,978]
ad-text: عوامی اطلاع کے لیے مشتہر کیا جاتا ہے کہ متعلقہ محکمہ کی جانب سے مذکورہ معاملہ میں کاروائی مکمل کر لی گئی ہے اور اگر کسی شخص کو اس پر کوئی اعتراض ہو تو وہ مقررہ مدت کے اندر متعلقہ دفتر سے رجوع کرے بصورت دیگر کوئی عذر قابل قبول نہ ہوگا۔ عوامی اطلاع کے لیے مشتہر کیا جاتا ہے کہ متعلقہ محکمہ کی جانب سے مذکورہ معاملہ میں کاروائی مکمل کر لی گئی ہے اور اگر کسی شخص کو اس پر کوئی اعتراض ہو تو وہ مقررہ مدت کے اندر متعلقہ دفتر سے رجوع کرے بصورت دیگر کوئی عذر قابل قبول نہ ہوگا۔ [146,2142,280,2342]
ad-label: اشتہار نمبر [735,261,835,282]
ad-number-header [563,1652,697,1674]
ad-label: اشتہار نمبر [457,725,557,746]
ad-text: عوامی اطلاع کے لیے مشتہر کیا جاتا ہے کہ متعلقہ محکمہ کی جانب سے مذکورہ معاملہ میں کاروائی مکمل کر لی گئی ہے اور اگر کسی شخص کو اس پر کوئی اعتراض ہو تو وہ مقررہ مدت کے اندر متعلقہ دفتر سے رجوع کرے بصورت دیگر کوئی عذر قابل قبول نہ ہوگا۔ عوامی اطلاع کے لیے مشتہر کیا جاتا ہے کہ متعلقہ محکمہ کی جانب سے مذکورہ معاملہ میں کاروائی مکمل کر لی گئی ہے اور اگر کسی شخص کو اس پر کوئی اعتراض ہو تو وہ مقررہ مدت کے اندر متعلقہ دفتر سے رجوع کرے بصورت دیگر کوئی عذر قابل قبول نہ ہوگا۔ [980,55,1114,254]
ad-text: عوامی اطلاع کے لیے مشتہر کیا جاتا ہے کہ متعلقہ محکمہ کی جانب سے مذکورہ معاملہ میں کاروائی مکمل کر لی گئی ہے اور اگر کسی شخص کو اس پر کوئی اعتراض ہو تو وہ مقررہ مدت کے اندر متعلقہ دفتر سے رجوع کرے بصورت دیگر کوئی عذر قابل قبول نہ ہوگا۔ عوامی اطلاع کے لیے مشتہر کیا جاتا ہے کہ متعلقہ محکمہ کی جانب سے مذکورہ معاملہ میں کاروائی مکمل کر لی گئی ہے اور اگر کسی شخص کو اس پر کوئی اعتراض ہو تو وہ مقررہ مدت کے اندر متعلقہ دفتر سے رجوع کرے بصورت دیگر کوئی عذر قابل قبول نہ ہوگا۔ [146,1678,280,1878]
ad-number-header [702,724,836,747]
ad-label: اشتہار نمبر [40,493,140,513]
column [421,24,560,1857]
ad-number: 33 [425,957,457,977]
ad-label: اشتہار نمبر [457,29,557,49]
ad-number: 14 [842,957,875,977]
ad-text: عوامی اطلاع کے لیے مشتہر کیا جاتا ہے کہ متعلقہ محکمہ کی جانب سے مذکورہ معاملہ میں کاروائی مکمل کر لی گئی ہے اور اگر کسی شخص کو اس پر کوئی اعتراض ہو تو وہ مقررہ مدت کے اندر متعلقہ دفتر سے رجوع کرے بصورت دیگر کوئی عذر قابل قبول نہ ہوگا۔ عوامی اطلاع کے لیے مشتہر کیا جاتا ہے کہ متعلقہ محکمہ کی جانب سے مذکورہ معاملہ میں کاروائی مکمل کر لی گئی ہے اور اگر کسی شخص کو اس پر کوئی اعتراض ہو تو وہ مقررہ مدت کے اندر متعلقہ دفتر سے رجوع کرے بصورت دیگر کوئی عذر قابل قبول نہ ہوگا۔ [285,287,419,486]
ad-number: 40 [147,29,179,49]
ad-text: عوامی اطلاع کے لیے مشتہر کیا جاتا ہے کہ متعلقہ محکمہ کی جانب سے مذکورہ معاملہ میں کاروائی مکمل کر لی گئی ہے اور اگر کسی شخص کو اس پر کوئی اعتراض ہو تو وہ مقررہ مدت کے اندر متعلقہ دفتر سے رجوع کرے بصورت دیگر کوئی عذر قابل قبول نہ ہوگا۔ عوامی اطلاع کے لیے مشتہر کیا جاتا ہے کہ متعلقہ محکمہ کی جانب سے مذکورہ معاملہ میں کاروائی مکمل کر لی گئی ہے اور اگر کسی شخص کو اس پر کوئی اعتراض ہو تو وہ مقررہ مدت کے اندر متعلقہ دفتر سے رجوع کرے بصورت دیگر کوئی عذر قابل قبول نہ ہوگا۔ [980,983,1114,1182]
ad-label: اشتہار نمبر [457,1421,557,1441]
ad-label: اشتہار نمبر [457,261,557,282]
ad-number: 10 [842,29,875,49]
ad-label: اشتہار نمبر [179,2117,279,2137]
ad-label: اشتہار نمبر [875,725,974,746]
